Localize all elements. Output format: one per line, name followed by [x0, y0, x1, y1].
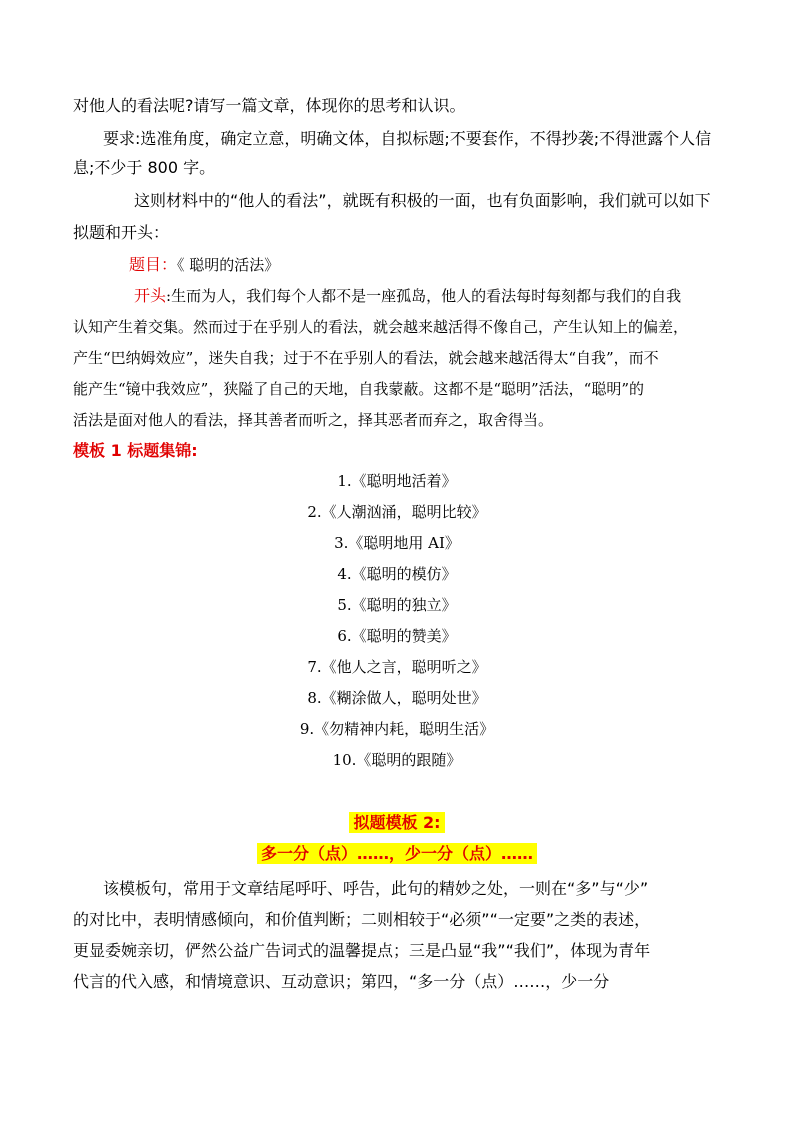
requirement-line: 要求:选准角度，确定立意，明确文体，自拟标题;不要套作，不得抄袭;不得泄露个人信	[103, 129, 712, 148]
example-title	[129, 254, 279, 276]
requirement-line: 息;不少于 800 字。	[73, 158, 216, 177]
template2-body-line: 该模板句，常用于文章结尾呼吁、呼告，此句的精妙之处，一则在“多”与“少”	[103, 879, 649, 898]
title-item: 1.《聪明地活着》	[337, 472, 457, 490]
title-item: 7.《他人之言，聪明听之》	[307, 658, 487, 676]
opening-line	[134, 285, 681, 307]
template1-heading: 模板 1 标题集锦:	[73, 441, 198, 460]
paragraph-line: 这则材料中的“他人的看法”，就既有积极的一面，也有负面影响，我们就可以如下	[134, 191, 711, 210]
intro-line: 对他人的看法呢?请写一篇文章，体现你的思考和认识。	[73, 96, 466, 115]
opening-line: 活法是面对他人的看法，择其善者而听之，择其恶者而弃之，取舍得当。	[73, 411, 554, 429]
opening-text: :生而为人，我们每个人都不是一座孤岛，他人的看法每时每刻都与我们的自我	[166, 287, 682, 305]
template2-body-line: 代言的代入感，和情境意识、互动意识；第四，“多一分（点）……，少一分	[73, 972, 610, 991]
opening-label: 开头	[134, 286, 167, 305]
title-item: 4.《聪明的模仿》	[337, 565, 457, 583]
title-item: 2.《人潮汹涌，聪明比较》	[307, 503, 487, 521]
template2-heading: 拟题模板 2:	[349, 812, 444, 833]
template2-pattern-row	[0, 843, 794, 865]
title-item: 3.《聪明地用 AI》	[334, 534, 460, 552]
template2-body-line: 的对比中，表明情感倾向，和价值判断；二则相较于“必须”“一定要”之类的表述，	[73, 910, 651, 929]
template2-heading-row	[0, 812, 794, 834]
title-item: 10.《聪明的跟随》	[332, 751, 462, 769]
title-item: 9.《勿精神内耗，聪明生活》	[299, 720, 495, 738]
opening-line: 认知产生着交集。然而过于在乎别人的看法，就会越来越活得不像自己，产生认知上的偏差，	[73, 318, 689, 336]
title-label: 题目：	[129, 255, 178, 274]
template2-pattern: 多一分（点）……，少一分（点）……	[257, 843, 537, 864]
title-item: 5.《聪明的独立》	[337, 596, 457, 614]
template2-body-line: 更显委婉亲切，俨然公益广告词式的温馨提点；三是凸显“我”“我们”，体现为青年	[73, 941, 651, 960]
opening-line: 产生“巴纳姆效应”，迷失自我；过于不在乎别人的看法，就会越来越活得太“自我”，而不	[73, 349, 659, 367]
paragraph-line: 拟题和开头：	[73, 223, 170, 242]
title-item: 8.《糊涂做人，聪明处世》	[307, 689, 487, 707]
title-item: 6.《聪明的赞美》	[337, 627, 457, 645]
opening-line: 能产生“镜中我效应”，狭隘了自己的天地，自我蒙蔽。这都不是“聪明”活法，“聪明”的	[73, 380, 645, 398]
title-text: 《 聪明的活法》	[177, 256, 280, 274]
